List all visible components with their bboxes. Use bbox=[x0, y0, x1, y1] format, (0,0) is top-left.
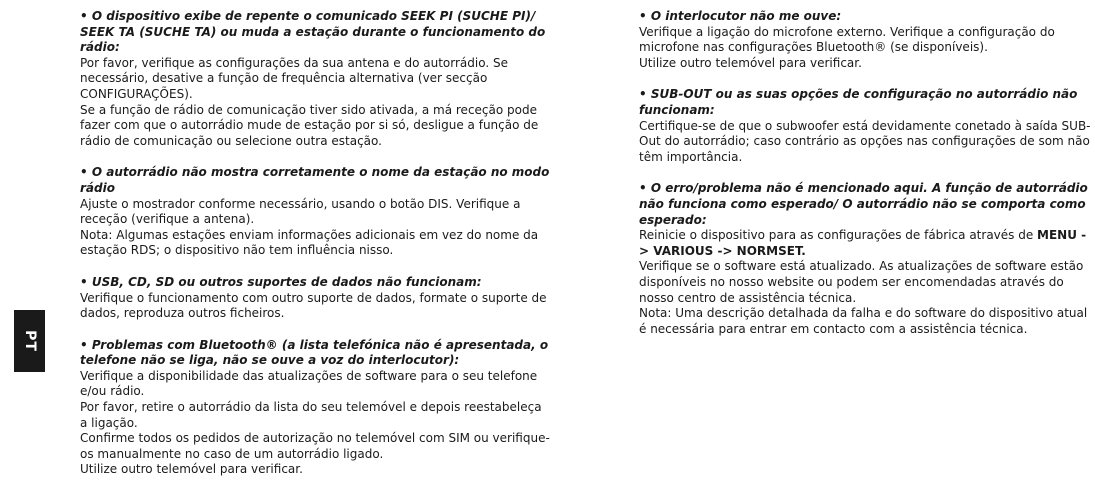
reset-prefix: Reinicie o dispositivo para as configurações de fábrica através de bbox=[639, 228, 1038, 243]
section-heading: • Problemas com Bluetooth® (a lista telefónica não é apresentada, o telefone não se liga, não se ouve a voz do interlocutor): bbox=[80, 337, 549, 368]
language-tab bbox=[14, 310, 45, 372]
section-heading: • O erro/problema não é mencionado aqui. A função de autorrádio não funciona como esperado/ O autorrádio não se comporta como esperado: bbox=[639, 181, 1088, 227]
section-paragraph: Verifique a disponibilidade das atualizações de software para o seu telefone e/ou rádio. bbox=[80, 368, 538, 399]
reset-instruction bbox=[639, 228, 1094, 259]
language-tab-label: PT bbox=[21, 330, 38, 352]
section-paragraph: Verifique se o software está atualizado. As atualizações de software estão disponíveis no nosso website ou podem ser encomendadas através do nosso centro de assistência técnica. bbox=[639, 259, 1084, 305]
section-paragraph: Ajuste o mostrador conforme necessário, usando o botão DIS. Verifique a receção (verifique a antena). bbox=[80, 196, 521, 227]
section-paragraph: Se a função de rádio de comunicação tiver sido ativada, a má receção pode fazer com que o autorrádio mude de estação por si só, desligue a função de rádio de comunicação ou selecione outra estação. bbox=[80, 102, 539, 148]
section-paragraph: Nota: Algumas estações enviam informações adicionais em vez do nome da estação RDS; o dispositivo não tem influência nisso. bbox=[80, 227, 539, 258]
section-paragraph: Por favor, verifique as configurações da sua antena e do autorrádio. Se necessário, desative a função de frequência alternativa (ver secção CONFIGURAÇÕES). bbox=[80, 55, 508, 101]
section-paragraph: Verifique o funcionamento com outro suporte de dados, formate o suporte de dados, reproduza outros ficheiros. bbox=[80, 290, 547, 321]
right-column bbox=[639, 9, 1094, 353]
section-paragraph: Utilize outro telemóvel para verificar. bbox=[639, 55, 862, 70]
left-column bbox=[80, 9, 552, 494]
section-heading: • SUB-OUT ou as suas opções de configuração no autorrádio não funcionam: bbox=[639, 87, 1078, 117]
section-paragraph: Nota: Uma descrição detalhada da falha e do software do dispositivo atual é necessária para entrar em contacto com a assistência técnica. bbox=[639, 306, 1088, 336]
section-paragraph: Utilize outro telemóvel para verificar. bbox=[80, 462, 303, 477]
section-sub-out bbox=[639, 87, 1094, 165]
section-seek-pi bbox=[80, 9, 552, 149]
section-bluetooth bbox=[80, 338, 552, 478]
section-station-name bbox=[80, 165, 552, 259]
section-other-error bbox=[639, 181, 1094, 337]
section-paragraph: Verifique a ligação do microfone externo. Verifique a configuração do microfone nas configurações Bluetooth® (se disponíveis). bbox=[639, 24, 1055, 55]
section-usb-media bbox=[80, 275, 552, 322]
section-heading: • O interlocutor não me ouve: bbox=[639, 9, 842, 23]
section-paragraph: Confirme todos os pedidos de autorização no telemóvel com SIM ou verifique-os manualmente no caso de um autorrádio ligado. bbox=[80, 431, 550, 461]
section-paragraph: Certifique-se de que o subwoofer está devidamente conetado à saída SUB- Out do autorrádio; caso contrário as opções nas configurações de som não têm importância. bbox=[639, 118, 1091, 164]
section-heading: • O autorrádio não mostra corretamente o nome da estação no modo rádio bbox=[80, 165, 550, 195]
section-heading: • USB, CD, SD ou outros suportes de dados não funcionam: bbox=[80, 274, 482, 289]
section-microphone bbox=[639, 9, 1094, 71]
section-heading: • O dispositivo exibe de repente o comunicado SEEK PI (SUCHE PI)/ SEEK TA (SUCHE TA) ou muda a estação durante o funcionamento do rádio: bbox=[80, 9, 546, 55]
section-paragraph: Por favor, retire o autorrádio da lista do seu telemóvel e depois reestabeleça a ligação. bbox=[80, 400, 542, 430]
reset-menu-path: MENU -> VARIOUS -> NORMSET. bbox=[639, 228, 1087, 258]
